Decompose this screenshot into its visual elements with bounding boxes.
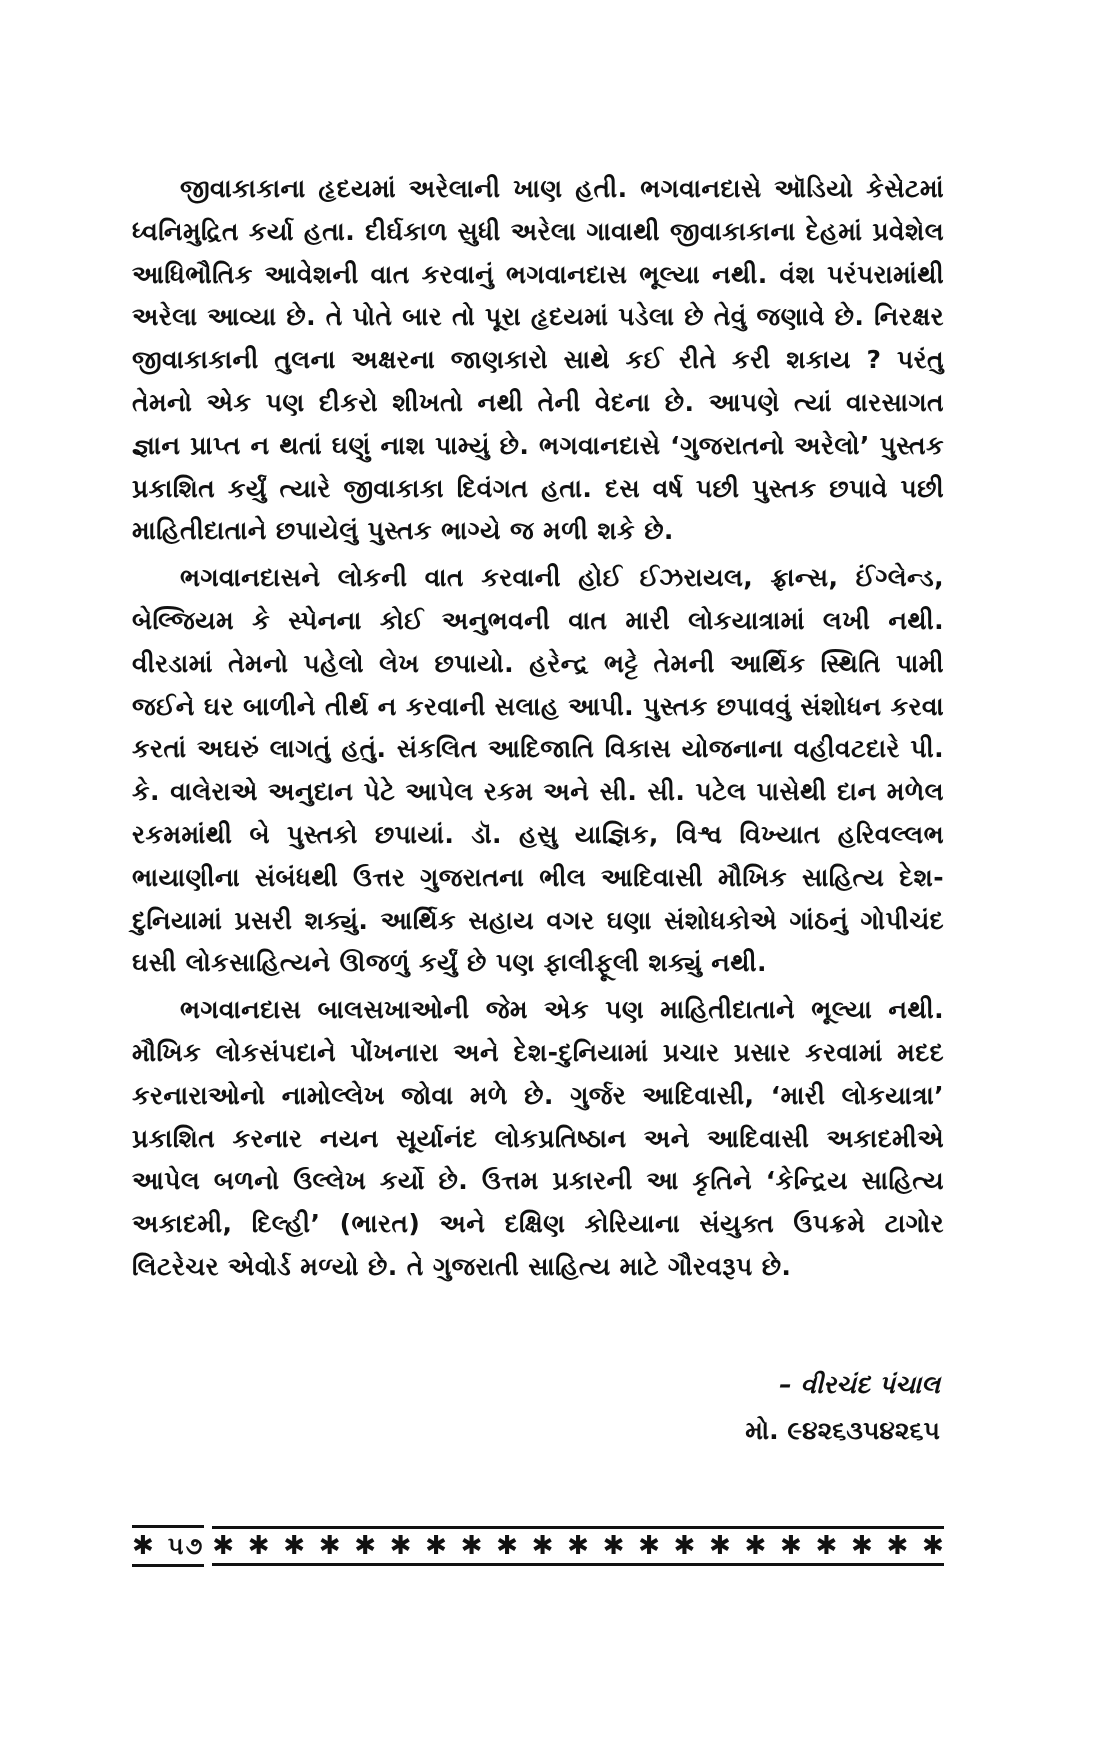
page-number: ૫૭: [167, 1532, 205, 1560]
star-icon: ✱: [247, 1531, 270, 1561]
star-icon: ✱: [780, 1531, 802, 1561]
star-icon: ✱: [744, 1531, 767, 1561]
star-icon: ✱: [921, 1531, 944, 1561]
footer-left-box: [132, 1525, 204, 1567]
paragraph: ભગવાનદાસને લોકની વાત કરવાની હોઈ ઈઝરાયલ, ફ્રાન્સ, ઈંગ્લેન્ડ, બેલ્જિયમ કે સ્પેનના કોઈ અનુભવની વાત મારી લોકયાત્રામાં લખી નથી. વીરડામાં તેમનો પહેલો લેખ છપાયો. હરેન્દ્ર ભટ્ટે તેમની આર્થિક સ્થિતિ પામી જઈને ઘર બાળીને તીર્થ ન કરવાની સલાહ આપી. પુસ્તક છપાવવું સંશોધન કરવા કરતાં અઘરું લાગતું હતું. સંકલિત આદિજાતિ વિકાસ યોજનાના વહીવટદારે પી. કે. વાલેરાએ અનુદાન પેટે આપેલ રકમ અને સી. સી. પટેલ પાસેથી દાન મળેલ રકમમાંથી બે પુસ્તકો છપાયાં. ડૉ. હસુ યાજ્ઞિક, વિશ્વ વિખ્યાત હરિવલ્લભ ભાયાણીના સંબંધથી ઉત્તર ગુજરાતના ભીલ આદિવાસી મૌખિક સાહિત્ય દેશ-દુનિયામાં પ્રસરી શક્યું. આર્થિક સહાય વગર ઘણા સંશોધકોએ ગાંઠનું ગોપીચંદ ઘસી લોકસાહિત્યને ઊજળું કર્યું છે પણ ફાલીફૂલી શક્યું નથી.: [132, 563, 944, 978]
star-icon: ✱: [850, 1531, 873, 1561]
page-footer: [132, 1522, 944, 1570]
paragraph: ભગવાનદાસ બાલસખાઓની જેમ એક પણ માહિતીદાતાને ભૂલ્યા નથી. મૌખિક લોકસંપદાને પોંખનારા અને દેશ-દુનિયામાં પ્રચાર પ્રસાર કરવામાં મદદ કરનારાઓનો નામોલ્લેખ જોવા મળે છે. ગુર્જર આદિવાસી, ‘મારી લોકયાત્રા’ પ્રકાશિત કરનાર નયન સૂર્યાનંદ લોકપ્રતિષ્ઠાન અને આદિવાસી અકાદમીએ આપેલ બળનો ઉલ્લેખ કર્યો છે. ઉત્તમ પ્રકારની આ કૃતિને ‘કેન્દ્રિય સાહિત્ય અકાદમી, દિલ્હી’ (ભારત) અને દક્ષિણ કોરિયાના સંયુક્ત ઉપક્રમે ટાગોર લિટરેચર એવોર્ડ મળ્યો છે. તે ગુજરાતી સાહિત્ય માટે ગૌરવરૂપ છે.: [132, 995, 944, 1281]
paragraph: જીવાકાકાના હૃદયમાં અરેલાની ખાણ હતી. ભગવાનદાસે ઑડિયો કેસેટમાં ધ્વનિમુદ્રિત કર્યા હતા. દીર્ઘકાળ સુધી અરેલા ગાવાથી જીવાકાકાના દેહમાં પ્રવેશેલ આધિભૌતિક આવેશની વાત કરવાનું ભગવાનદાસ ભૂલ્યા નથી. વંશ પરંપરામાંથી અરેલા આવ્યા છે. તે પોતે બાર તો પૂરા હૃદયમાં પડેલા છે તેવું જણાવે છે. નિરક્ષર જીવાકાકાની તુલના અક્ષરના જાણકારો સાથે કઈ રીતે કરી શકાય ? પરંતુ તેમનો એક પણ દીકરો શીખતો નથી તેની વેદના છે. આપણે ત્યાં વારસાગત જ્ઞાન પ્રાપ્ત ન થતાં ઘણું નાશ પામ્યું છે. ભગવાનદાસે ‘ગુજરાતનો અરેલો’ પુસ્તક પ્રકાશિત કર્યું ત્યારે જીવાકાકા દિવંગત હતા. દસ વર્ષ પછી પુસ્તક છપાવે પછી માહિતીદાતાને છપાયેલું પુસ્તક ભાગ્યે જ મળી શકે છે.: [132, 174, 944, 546]
star-icon: ✱: [460, 1531, 483, 1561]
star-icon: ✱: [318, 1531, 341, 1561]
star-icon: ✱: [283, 1531, 306, 1561]
footer-star-band: [212, 1526, 944, 1566]
body-text: [132, 168, 944, 1293]
star-icon: ✱: [354, 1531, 376, 1561]
star-icon: ✱: [709, 1531, 731, 1561]
star-icon: ✱: [886, 1531, 909, 1561]
star-icon: ✱: [496, 1531, 518, 1561]
author-name: – વીરચંદ પંચાલ: [779, 1370, 940, 1399]
star-icon: ✱: [638, 1531, 660, 1561]
star-icon: ✱: [389, 1531, 412, 1561]
star-icon: ✱: [567, 1531, 589, 1561]
signature-block: [745, 1362, 940, 1454]
star-icon: ✱: [531, 1531, 554, 1561]
star-icon: ✱: [425, 1531, 447, 1561]
star-icon: ✱: [212, 1531, 235, 1561]
author-phone: મો. ૯૪૨૬૩૫૪૨૬૫: [745, 1416, 940, 1445]
star-icon: ✱: [815, 1531, 838, 1561]
star-icon: ✱: [673, 1531, 696, 1561]
star-icon: ✱: [132, 1531, 154, 1561]
star-icon: ✱: [602, 1531, 625, 1561]
